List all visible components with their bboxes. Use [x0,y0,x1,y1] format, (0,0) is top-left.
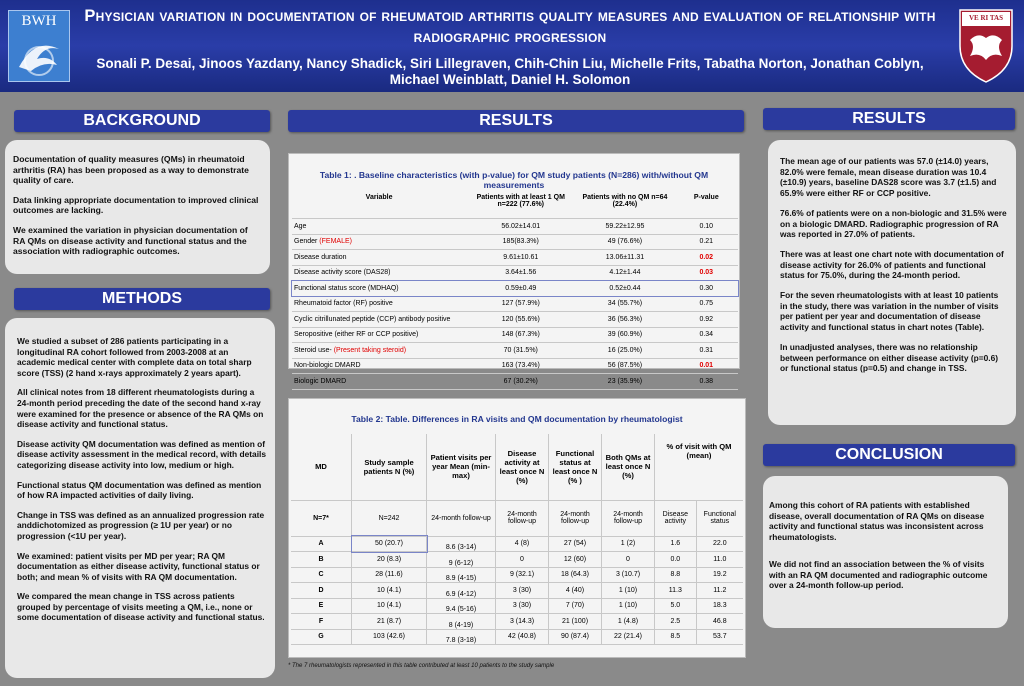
table2-cell: 22.0 [696,536,743,552]
table1-header: Variable [292,194,466,219]
table2-cell: 9.4 (5-16) [427,598,496,614]
table2-md-cell: G [291,629,352,645]
table1-cell-qm: 3.64±1.56 [466,265,575,281]
table2-body [291,536,743,645]
methods-paragraph: Change in TSS was defined as an annualized progression rate anddichotomized as progression (≥ 1U per year) or no progression (<1U per year). [17,509,265,541]
table1-cell-qm: 120 (55.6%) [466,312,575,328]
table2-cell: 3 (30) [496,583,549,599]
table2-cell: 8 (4-19) [427,614,496,630]
table2-header: Patient visits per year Mean (min-max) [427,434,496,500]
table1-variable: Disease activity score (DAS28) [294,269,391,277]
table2-cell: 12 (60) [549,552,602,568]
table2-header-row [291,434,743,500]
table1-header: P-value [675,194,738,219]
background-paragraph: Data linking appropriate documentation to improved clinical outcomes are lacking. [13,194,259,216]
table2-md-cell: F [291,614,352,630]
table1-cell-noqm: 36 (56.3%) [575,312,674,328]
conclusion-card [763,476,1008,628]
table2-cell: 8.8 [655,567,697,583]
table2-cell: 46.8 [696,614,743,630]
table2-cell: 4 (40) [549,583,602,599]
harvard-shield-logo [956,6,1016,84]
table1-cell-pvalue: 0.10 [675,219,738,235]
table2-cell: 3 (10.7) [602,567,655,583]
table2-cell: 9 (32.1) [496,567,549,583]
table1-cell-pvalue: 0.75 [675,296,738,312]
table1-cell-pvalue: 0.31 [675,343,738,359]
table1-variable: Biologic DMARD [294,377,347,385]
table1-row [292,358,738,374]
table2-subheader-cell: Functional status [696,500,743,536]
methods-paragraph: We studied a subset of 286 patients participating in a longitudinal RA cohort followed from 2003-2008 at an academic medical center with complete data on total sharp score (TSS) (2 hand x-rays approximately 2 years apart). [17,336,252,378]
table2-row [291,629,743,645]
table1-cell-qm: 163 (73.4%) [466,358,575,374]
table1-cell-pvalue: 0.34 [675,327,738,343]
conclusion-heading: CONCLUSION [763,444,1015,466]
table2-cell: 8.5 [655,629,697,645]
table2-cell: 2.5 [655,614,697,630]
table2-cell: 8.9 (4-15) [427,567,496,583]
background-paragraph: We examined the variation in physician documentation of RA QMs on disease activity and functional status and the association with radiographic outcomes. [13,224,248,257]
table2-cell: 11.0 [696,552,743,568]
methods-card [5,318,275,678]
table2-row [291,598,743,614]
table1-cell-noqm: 0.52±0.44 [575,281,674,297]
results-card [768,140,1016,425]
table1-cell-noqm: 39 (60.9%) [575,327,674,343]
table1-row [292,234,738,250]
table2-header: Study sample patients N (%) [352,434,427,500]
poster-header [0,0,1024,92]
table2-md-cell: E [291,598,352,614]
table2-subheader-cell: N=242 [352,500,427,536]
table2-subheader-cell: 24-month follow-up [427,500,496,536]
table1-cell-qm: 67 (30.2%) [466,374,575,390]
table1-cell-noqm: 56 (87.5%) [575,358,674,374]
table2-subheader-row [291,500,743,536]
bwh-logo-text: BWH [21,13,57,29]
table2-subheader-cell: Disease activity [655,500,697,536]
table1-variable-cell [292,358,466,374]
table1-row [292,250,738,266]
table1-cell-noqm: 4.12±1.44 [575,265,674,281]
table2-cell: 0 [496,552,549,568]
table2-cell: 18.3 [696,598,743,614]
table2-cell: 7 (70) [549,598,602,614]
table2-cell: 4 (8) [496,536,549,552]
table1-row [292,296,738,312]
table1-cell-pvalue: 0.92 [675,312,738,328]
table2-row [291,536,743,552]
table1-row [292,327,738,343]
table2-cell: 9 (6-12) [427,552,496,568]
table2-cell: 8.6 (3-14) [427,536,496,552]
table1-cell-noqm: 34 (55.7%) [575,296,674,312]
table1-cell-noqm: 59.22±12.95 [575,219,674,235]
methods-paragraph: Disease activity QM documentation was defined as mention of disease activity assessment in the medical record, with details categorizing disease activity into low, medium or high. [17,438,267,470]
table2-title: Table 2: Table. Differences in RA visits and QM documentation by rheumatologist [351,414,683,424]
table1-variable-note: (FEMALE) [319,238,352,246]
table1-cell-qm: 56.02±14.01 [466,219,575,235]
table1-variable: Rheumatoid factor (RF) positive [294,300,393,308]
harvard-shield-text: VE RI TAS [969,14,1003,22]
table1-row [292,343,738,359]
table1-variable-cell [292,265,466,281]
table1-cell-qm: 70 (31.5%) [466,343,575,359]
table2-cell: 10 (4.1) [352,598,427,614]
table2-cell: 18 (64.3) [549,567,602,583]
table2-cell: 1 (10) [602,598,655,614]
table1-variable-cell [292,219,466,235]
table1-variable: Age [294,222,307,230]
table1-variable-cell [292,343,466,359]
bwh-logo-graphic [9,31,69,81]
table2-header: % of visit with QM (mean) [655,434,744,500]
table1-cell-pvalue: 0.01 [675,358,738,374]
table1-cell-qm: 0.59±0.49 [466,281,575,297]
table2-row [291,567,743,583]
table2-subheader-cell: N=7* [291,500,352,536]
table1-box [288,153,740,385]
poster-authors: Sonali P. Desai, Jinoos Yazdany, Nancy Shadick, Siri Lillegraven, Chih-Chin Liu, Michelle Frits, Tabatha Norton, Jonathan Coblyn, Michael Weinblatt, Daniel H. Solomon [96,56,924,87]
conclusion-paragraph: Among this cohort of RA patients with established disease, overall documentation of RA QMs on disease activity and functional status was inconsistent across rheumatologists. [769,500,985,543]
table2-subheader-cell: 24-month follow-up [549,500,602,536]
table1-header-row [292,194,738,219]
table2-cell: 21 (8.7) [352,614,427,630]
results-heading-center: RESULTS [288,110,744,132]
table1-cell-qm: 148 (67.3%) [466,327,575,343]
table2-row [291,552,743,568]
table1-cell-qm: 127 (57.9%) [466,296,575,312]
table2-md-cell: A [291,536,352,552]
table2-subheader-cell: 24-month follow-up [602,500,655,536]
table2-header: Disease activity at least once N (%) [496,434,549,500]
results-heading-right: RESULTS [763,108,1015,130]
table2-cell: 6.9 (4-12) [427,583,496,599]
table2-cell: 1 (4.8) [602,614,655,630]
table1-row [292,374,738,390]
methods-paragraph: We compared the mean change in TSS across patients grouped by percentage of visits meeting a QM, i.e., none or some documentation of disease activity and functional status. [17,591,265,623]
table2-header: Functional status at least once N (% ) [549,434,602,500]
methods-paragraph: All clinical notes from 18 different rheumatologists during a 24-month period preceding the date of the second hand x-ray were examined for the presence or absence of the RA QMs on disease activity and functional status. [17,387,264,430]
table1-body [292,219,738,390]
table2-md-cell: D [291,583,352,599]
background-card [5,140,270,274]
poster-title: Physician variation in documentation of rheumatoid arthritis quality measures and evaluation of relationship with radiographic progression [84,7,936,46]
table2-cell: 3 (30) [496,598,549,614]
bwh-logo [8,10,70,82]
table1-header: Patients with at least 1 QM n=222 (77.6%) [466,194,575,219]
table1-variable-cell [292,374,466,390]
table1-cell-pvalue: 0.02 [675,250,738,266]
table1-cell-pvalue: 0.38 [675,374,738,390]
table2-cell: 42 (40.8) [496,629,549,645]
results-paragraph: In unadjusted analyses, there was no relationship between performance on either disease activity (p=0.6) or functional status (p=0.5) and change in TSS. [780,341,999,374]
methods-paragraph: We examined: patient visits per MD per year; RA QM documentation as either disease activity, functional status or both; and mean % of visits with RA QM documentation. [17,550,260,582]
conclusion-paragraph: We did not find an association between the % of visits with an RA QM documented and radiographic outcome over a 24-month follow-up period. [769,558,988,591]
table2 [291,434,743,645]
table2-cell: 27 (54) [549,536,602,552]
table1-variable: Disease duration [294,253,347,261]
table1-variable-cell [292,234,466,250]
table1-row [292,219,738,235]
table1-cell-pvalue: 0.21 [675,234,738,250]
table1-variable: Functional status score (MDHAQ) [294,284,399,292]
table2-cell: 20 (8.3) [352,552,427,568]
table1-cell-pvalue: 0.30 [675,281,738,297]
table1-variable: Non-biologic DMARD [294,362,361,370]
table1-cell-pvalue: 0.03 [675,265,738,281]
table1-variable: Seropositive (either RF or CCP positive) [294,331,419,339]
table1-cell-noqm: 49 (76.6%) [575,234,674,250]
results-paragraph: The mean age of our patients was 57.0 (±14.0) years, 82.0% were female, mean disease duration was 10.4 (±10.9) years, baseline DAS28 score was 3.7 (±1.5) and 65.9% were either RF or CCP positive. [780,156,997,199]
table2-cell: 90 (87.4) [549,629,602,645]
table1-header: Patients with no QM n=64 (22.4%) [575,194,674,219]
table1-variable: Steroid use- [294,346,334,354]
table2-cell: 11.2 [696,583,743,599]
table2-cell: 1.6 [655,536,697,552]
table2-cell: 103 (42.6) [352,629,427,645]
table2-header: MD [291,434,352,500]
table2-cell: 0 [602,552,655,568]
table1-row [292,281,738,297]
table2-box [288,398,746,658]
results-paragraph: There was at least one chart note with documentation of disease activity for 26.0% of patients and functional status for 75.0%, during the 24-month period. [780,248,1004,281]
table2-row [291,583,743,599]
table1-variable-note: (Present taking steroid) [333,346,407,354]
table1-variable-cell [292,327,466,343]
background-heading: BACKGROUND [14,110,270,132]
table2-cell: 7.8 (3-18) [427,629,496,645]
table2-cell: 19.2 [696,567,743,583]
table2-cell: 1 (2) [602,536,655,552]
table1-cell-qm: 9.61±10.61 [466,250,575,266]
table2-header: Both QMs at least once N (%) [602,434,655,500]
table2-md-cell: C [291,567,352,583]
table2-row [291,614,743,630]
table1-variable-cell [292,281,466,297]
table2-cell: 53.7 [696,629,743,645]
table1-cell-qm: 185(83.3%) [466,234,575,250]
table2-cell: 28 (11.6) [352,567,427,583]
table1-variable-cell [292,312,466,328]
table1-variable: Cyclic citrillunated peptide (CCP) antibody positive [294,315,451,323]
table2-md-cell: B [291,552,352,568]
table1-variable-cell [292,296,466,312]
table1-variable: Gender [294,238,320,246]
table2-cell: 3 (14.3) [496,614,549,630]
table2-cell: 0.0 [655,552,697,568]
table2-cell: 22 (21.4) [602,629,655,645]
table2-cell: 50 (20.7) [352,536,427,552]
methods-paragraph: Functional status QM documentation was defined as mention of how RA impacted activities of daily living. [17,479,262,501]
table1-title: Table 1: . Baseline characteristics (with p-value) for QM study patients (N=286) with/without QM measurements [319,170,709,190]
table1 [292,194,738,390]
table1-variable-cell [292,250,466,266]
table2-cell: 21 (100) [549,614,602,630]
results-paragraph: 76.6% of patients were on a non-biologic and 31.5% were on a biologic DMARD. Radiographic progression of RA was reported in 27.0% of patients. [780,207,1007,240]
table1-cell-noqm: 13.06±11.31 [575,250,674,266]
table1-cell-noqm: 16 (25.0%) [575,343,674,359]
table1-cell-noqm: 23 (35.9%) [575,374,674,390]
table2-cell: 11.3 [655,583,697,599]
table2-subheader-cell: 24-month follow-up [496,500,549,536]
table2-cell: 10 (4.1) [352,583,427,599]
table1-row [292,312,738,328]
methods-heading: METHODS [14,288,270,310]
table2-cell: 5.0 [655,598,697,614]
background-paragraph: Documentation of quality measures (QMs) in rheumatoid arthritis (RA) has been proposed as a way to demonstrate quality of care. [13,154,249,186]
table1-row [292,265,738,281]
table2-cell: 1 (10) [602,583,655,599]
results-paragraph: For the seven rheumatologists with at least 10 patients in the study, there was variation in the number of visits per patient per year and documentation of disease activity and functional status in chart notes (Table). [780,290,999,333]
table2-footnote: * The 7 rheumatologists represented in this table contributed at least 10 patients to the study sample [288,663,555,669]
